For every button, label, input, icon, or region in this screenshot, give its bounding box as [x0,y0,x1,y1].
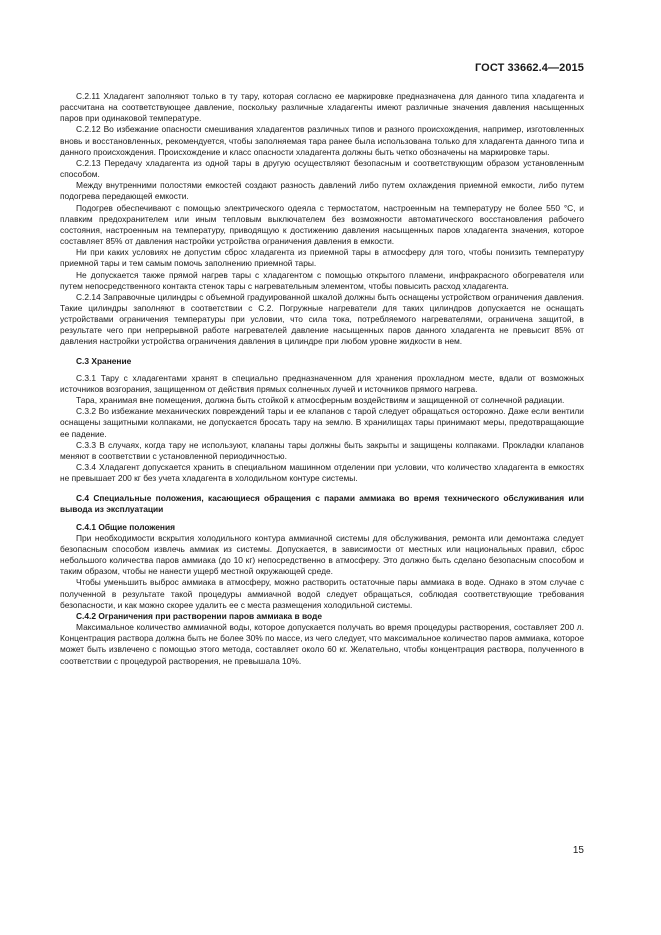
paragraph: С.2.13 Передачу хладагента из одной тары в другую осуществляют безопасным и соответствующим образом установленным способом. [60,157,584,180]
subsection-heading-general: С.4.1 Общие положения [76,521,175,532]
paragraph: С.3.2 Во избежание механических повреждений тары и ее клапанов с тарой следует обращаться осторожно. Даже если вентили оснащены защитными колпаками, не допускается бросать тару на землю. В хранилищах тары принимают меры, предотвращающие ее падение. [60,406,584,439]
paragraph: С.2.14 Заправочные цилиндры с объемной градуированной шкалой должны быть оснащены устройством ограничения давления. Такие цилиндры заполняют в соответствии с С.2. Погружные нагреватели для таких цилиндров допускается не оснащать устройствами ограничения температуры при условии, что сила тока, потребляемого нагревателями, ограничена защитой, в результате чего при непрерывной работе нагревателей давление насыщенных паров данного хладагента не превысит 85% от давления настройки устройства ограничения давления в цилиндре при любом уровне жидкости в нем. [60,291,584,347]
paragraph: С.3.1 Тару с хладагентами хранят в специально предназначенном для хранения прохладном месте, вдали от возможных источников возгорания, защищенном от действия прямых солнечных лучей и источников прямого нагрева. [60,372,584,394]
paragraph: При необходимости вскрытия холодильного контура аммиачной системы для обслуживания, ремонта или демонтажа следует безопасным способом извлечь аммиак из системы. Допускается, в зависимости от местных или национальных правил, сброс небольшого количества паров аммиака (до 10 кг) непосредственно в атмосферу. Это должно быть сделано безопасным способом и таким образом, чтобы не нанести ущерб местной окружающей среде. [60,532,584,577]
subsection-heading-limits: С.4.2 Ограничения при растворении паров аммиака в воде [76,610,323,621]
document-body [60,91,584,667]
paragraph: Чтобы уменьшить выброс аммиака в атмосферу, можно растворить остаточные пары аммиака в воде. Однако в этом случае с полученной в результате такой процедуры аммиачной водой следует обращаться, соблюдая соответствующие требования безопасности, и как можно скорее удалить ее с места размещения холодильной системы. [60,577,584,610]
spacer [60,484,584,493]
paragraph: Максимальное количество аммиачной воды, которое допускается получать во время процедуры растворения, составляет 200 л. Концентрация раствора должна быть не более 30% по массе, из чего следует, что максимальное количество паров аммиака, которое может быть извлечено с помощью этого метода, составляет около 60 кг. Желательно, чтобы концентрация раствора, полученного в соответствии с процедурой растворения, не превышала 10%. [60,622,584,666]
paragraph: Между внутренними полостями емкостей создают разность давлений либо путем охлаждения приемной емкости, либо путем подогрева передающей емкости. [60,180,584,202]
paragraph: С.3.3 В случаях, когда тару не используют, клапаны тары должны быть закрыты и защищены колпаками. Прокладки клапанов меняют в соответствии с установленной периодичностью. [60,439,584,461]
paragraph: Тара, хранимая вне помещения, должна быть стойкой к атмосферным воздействиям и защищенной от солнечной радиации. [76,395,565,406]
paragraph: Не допускается также прямой нагрев тары с хладагентом с помощью открытого пламени, инфракрасного обогревателя или путем непосредственного контакта стенок тары с нагревательным элементом, чтобы повысить расход хладагента. [60,269,584,291]
spacer [60,348,584,356]
page-number: 15 [572,845,584,856]
paragraph: С.2.11 Хладагент заполняют только в ту тару, которая согласно ее маркировке предназначена для данного типа хладагента и рассчитана на соответствующее давление, поскольку различные хладагенты имеют различные значения давления насыщенных паров при одинаковой температуре. [60,91,584,124]
section-heading-storage: С.3 Хранение [76,355,132,366]
paragraph: Подогрев обеспечивают с помощью электрического одеяла с термостатом, настроенным на температуру не более 550 °С, и плавким предохранителем или иным тепловым выключателем без возможности автоматического восстановления рабочего состояния, настроенным на температуру, приводящую к достижению давления насыщенных паров хладагента значения, которое составляет 85% от давления настройки устройства ограничения давления в емкости. [60,202,584,247]
section-heading-ammonia: С.4 Специальные положения, касающиеся обращения с парами аммиака во время технического обслуживания или вывода из эксплуатации [60,493,584,515]
paragraph: С.3.4 Хладагент допускается хранить в специальном машинном отделении при условии, что количество хладагента в емкостях не превышает 200 кг без учета хладагента в холодильном контуре системы. [60,462,584,484]
paragraph: С.2.12 Во избежание опасности смешивания хладагентов различных типов и разного происхождения, например, изготовленных вновь и восстановленных, рекомендуется, чтобы заполняемая тара ранее была использована только для хладагента данного типа и данного происхождения. Происхождение и класс опасности хладагента должны быть четко обозначены на маркировке тары. [60,124,584,157]
paragraph: Ни при каких условиях не допустим сброс хладагента из приемной тары в атмосферу для того, чтобы понизить температуру приемной тары и тем самым помочь заполнению приемной тары. [60,247,584,269]
document-header-id: ГОСТ 33662.4—2015 [474,62,584,74]
